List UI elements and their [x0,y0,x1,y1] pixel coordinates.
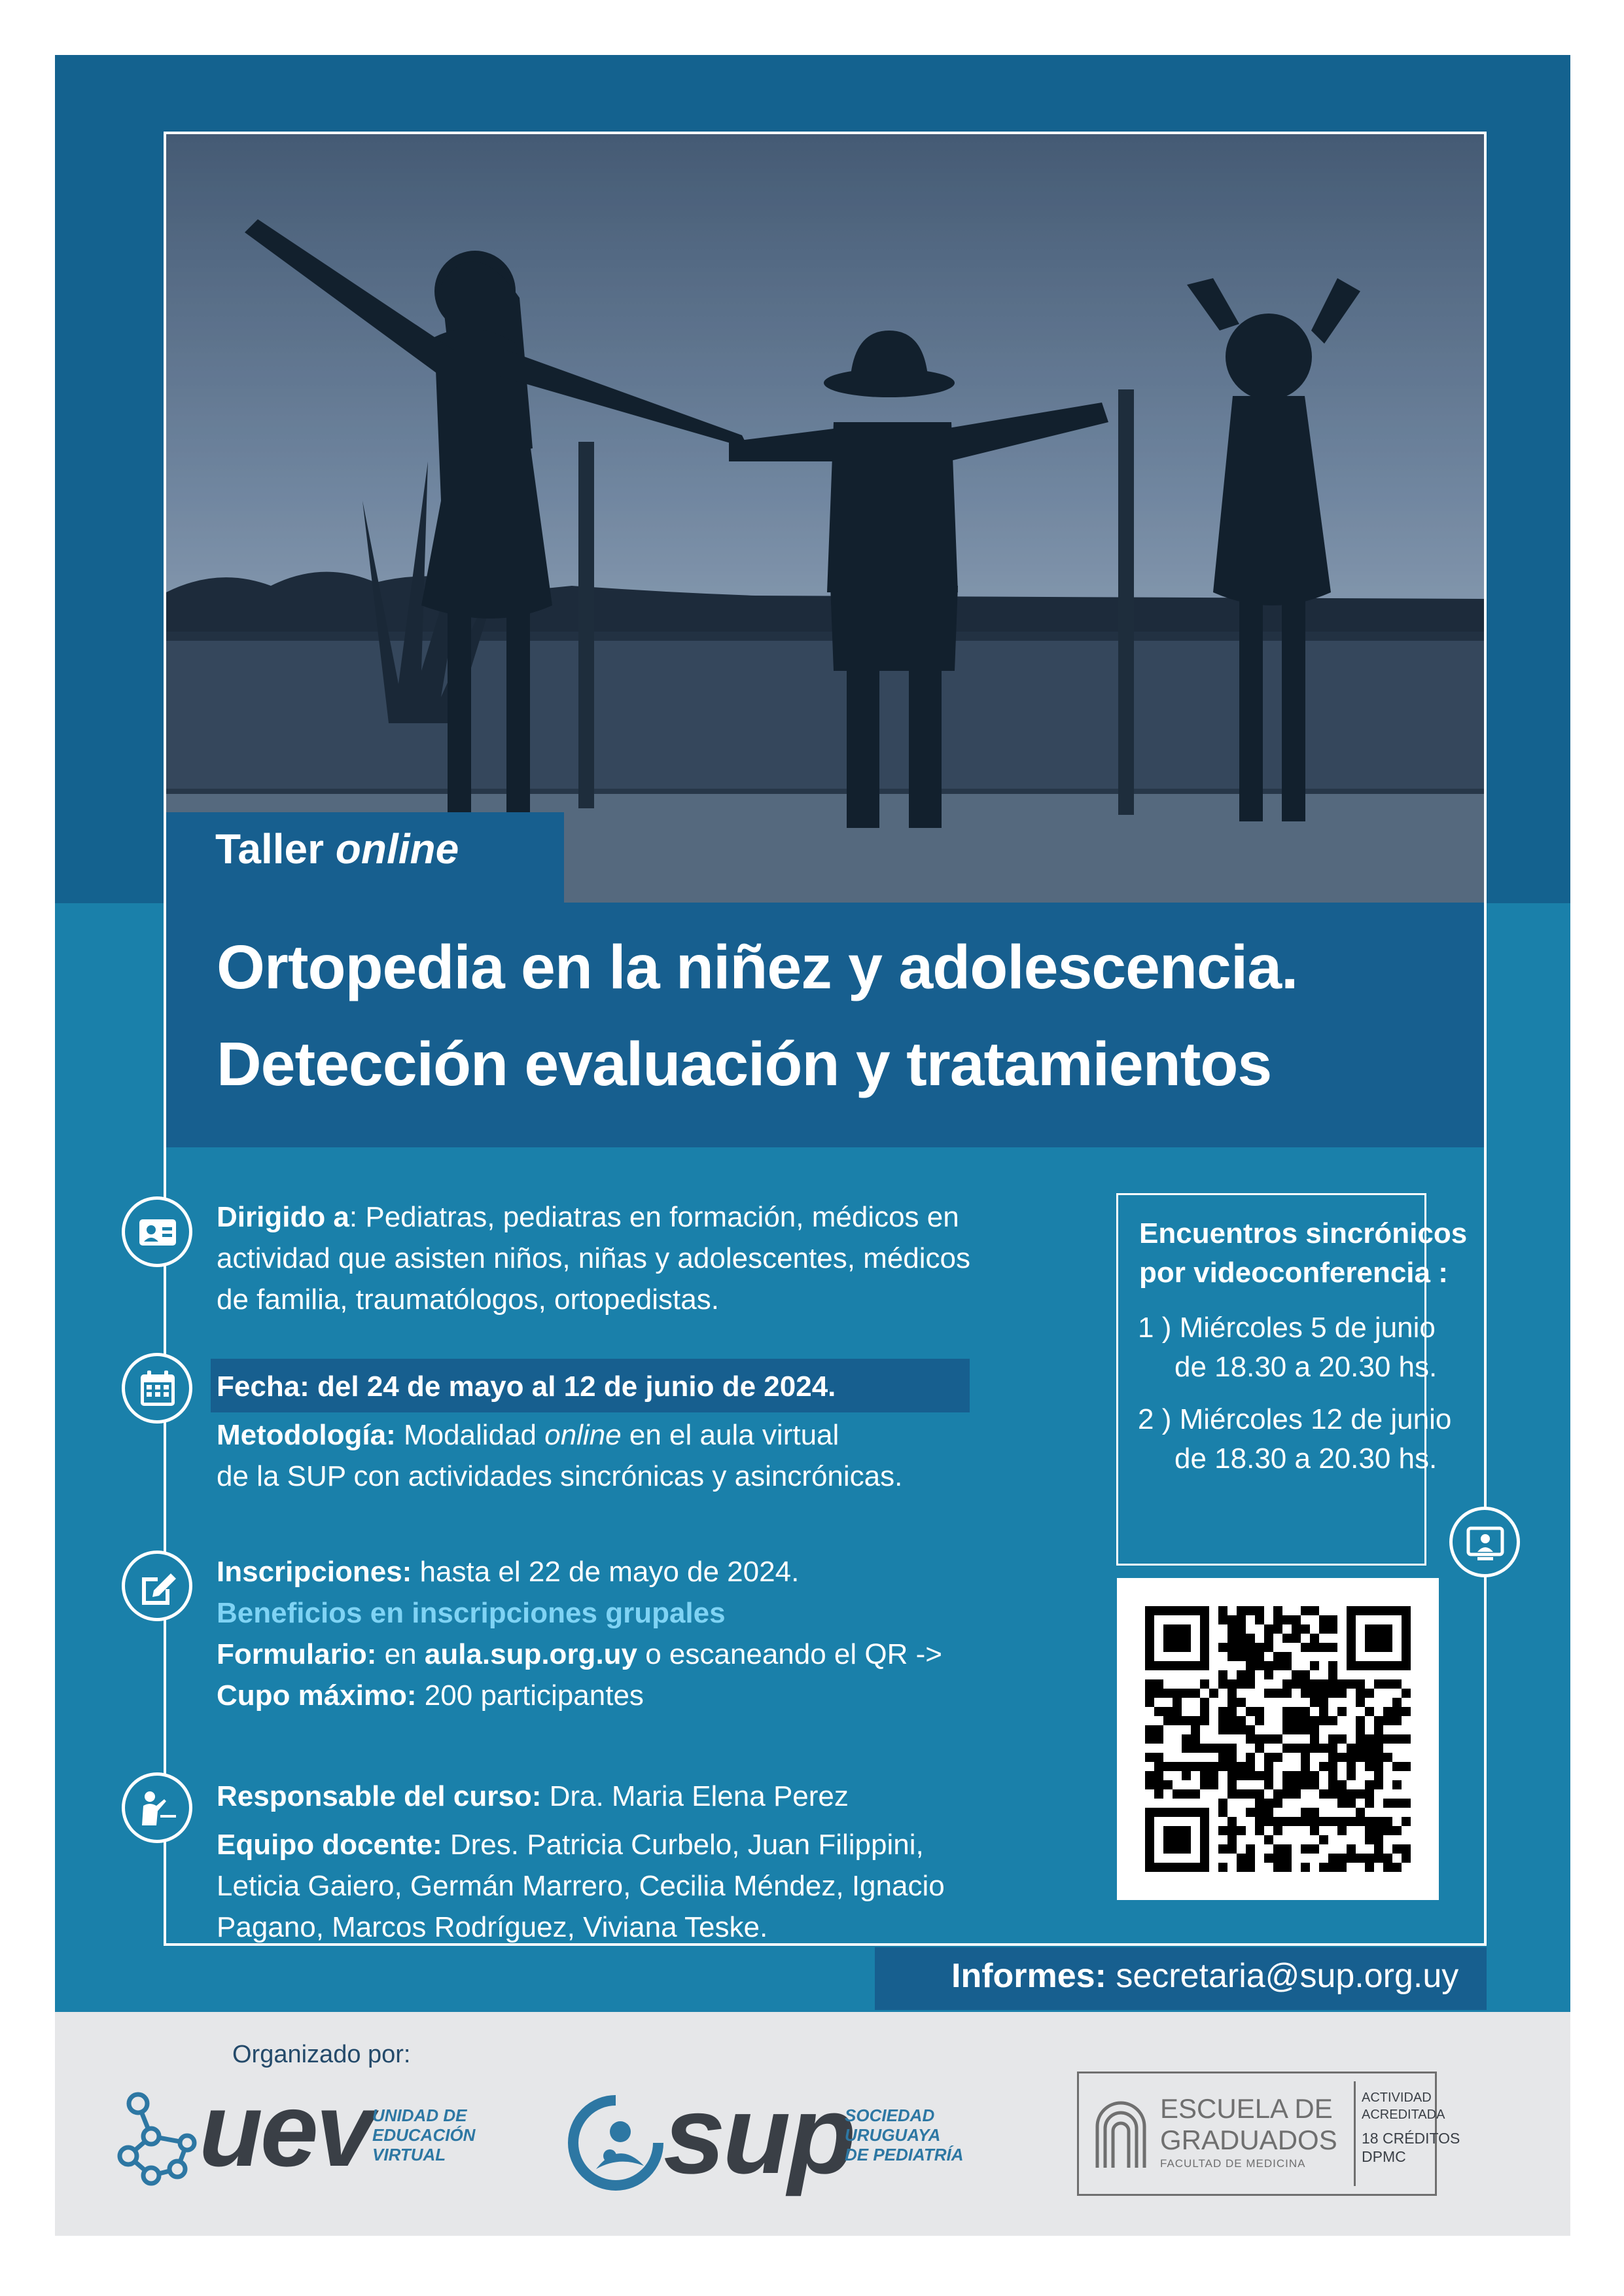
responsable-line: Responsable del curso: Dra. Maria Elena Perez [217,1780,849,1812]
cupo-label: Cupo máximo: [217,1679,417,1712]
teacher-icon [134,1785,181,1832]
sup-logo-mark [567,2094,665,2192]
encuentro-1-time: de 18.30 a 20.30 hs. [1174,1351,1438,1383]
acreditada-line-2: ACREDITADA [1362,2108,1445,2122]
encuentro-2-date: 2 ) Miércoles 12 de junio [1138,1403,1452,1435]
escuela-line-1: ESCUELA DE [1160,2093,1333,2124]
acreditada-line-4: DPMC [1362,2148,1406,2165]
encuentros-title-2: por videoconferencia : [1139,1257,1448,1289]
edit-icon-badge [122,1551,192,1621]
beneficios-text: Beneficios en inscripciones grupales [217,1597,726,1629]
sup-line-3: DE PEDIATRÍA [845,2145,964,2164]
qr-code-graphic [1117,1578,1439,1900]
uev-network-icon [115,2090,200,2189]
dirigido-line-1: Dirigido a: Pediatras, pediatras en formación, médicos en [217,1201,959,1233]
uev-line-1: UNIDAD DE [372,2106,467,2125]
videoconference-icon-badge [1449,1507,1520,1577]
informes-label: Informes: [951,1957,1106,1995]
informes-email[interactable]: secretaria@sup.org.uy [1106,1957,1459,1995]
equipo-line-1: Equipo docente: Dres. Patricia Curbelo, Juan Filippini, [217,1829,924,1861]
videoconference-icon [1462,1519,1509,1566]
qr-code[interactable] [1117,1578,1439,1900]
formulario-line: Formulario: en aula.sup.org.uy o escaneando el QR -> [217,1638,942,1670]
equipo-label: Equipo docente: [217,1829,442,1861]
escuela-graduados-box [1077,2072,1460,2196]
dirigido-label: Dirigido a [217,1201,349,1233]
calendar-icon [134,1365,181,1412]
organizado-label: Organizado por: [232,2041,411,2068]
metodologia-label: Metodología: [217,1419,396,1451]
poster [55,55,1570,2236]
escuela-arch-icon [1092,2097,1150,2169]
sup-line-1: SOCIEDAD [845,2106,935,2125]
uev-wordmark: uev [199,2071,372,2188]
encuentros-title-1: Encuentros sincrónicos [1139,1217,1468,1249]
edit-form-icon [134,1563,181,1610]
teacher-icon-badge [122,1772,192,1843]
sup-line-2: URUGUAYA [845,2125,941,2145]
uev-logo-mark [115,2090,200,2189]
cupo-line: Cupo máximo: 200 participantes [217,1679,644,1712]
equipo-line-2: Leticia Gaiero, Germán Marrero, Cecilia Méndez, Ignacio [217,1870,945,1902]
metodologia-line-2: de la SUP con actividades sincrónicas y asincrónicas. [217,1460,903,1492]
uev-line-2: EDUCACIÓN [372,2125,476,2145]
dirigido-line-3: de familia, traumatólogos, ortopedistas. [217,1283,719,1316]
acreditada-line-3: 18 CRÉDITOS [1362,2130,1460,2147]
responsable-label: Responsable del curso: [217,1780,542,1812]
escuela-line-3: FACULTAD DE MEDICINA [1160,2157,1306,2170]
encuentro-1-date: 1 ) Miércoles 5 de junio [1138,1312,1436,1344]
acreditada-line-1: ACTIVIDAD [1362,2090,1432,2105]
profile-card-icon-badge [122,1196,192,1267]
inscripciones-line: Inscripciones: hasta el 22 de mayo de 2024. [217,1556,800,1588]
informes-line [951,1956,1458,1996]
sup-mother-child-icon [567,2094,665,2192]
formulario-label: Formulario: [217,1638,377,1670]
dirigido-line-2: actividad que asisten niños, niñas y adolescentes, médicos [217,1242,971,1274]
metodologia-line-1: Metodología: Modalidad online en el aula virtual [217,1419,839,1451]
formulario-url[interactable]: aula.sup.org.uy [424,1638,638,1670]
inscripciones-label: Inscripciones: [217,1556,412,1588]
taller-label: Taller online [215,825,459,872]
title-line-1: Ortopedia en la niñez y adolescencia. [217,933,1298,1002]
encuentro-2-time: de 18.30 a 20.30 hs. [1174,1443,1438,1475]
profile-card-icon [134,1209,181,1256]
equipo-line-3: Pagano, Marcos Rodríguez, Viviana Teske. [217,1911,768,1943]
escuela-divider [1354,2081,1356,2186]
title-line-2: Detección evaluación y tratamientos [217,1030,1272,1099]
sup-wordmark: sup [663,2073,854,2197]
calendar-icon-badge [122,1353,192,1424]
escuela-line-2: GRADUADOS [1160,2125,1337,2155]
uev-line-3: VIRTUAL [372,2145,446,2164]
fecha-text: Fecha: del 24 de mayo al 12 de junio de 2024. [217,1371,836,1403]
